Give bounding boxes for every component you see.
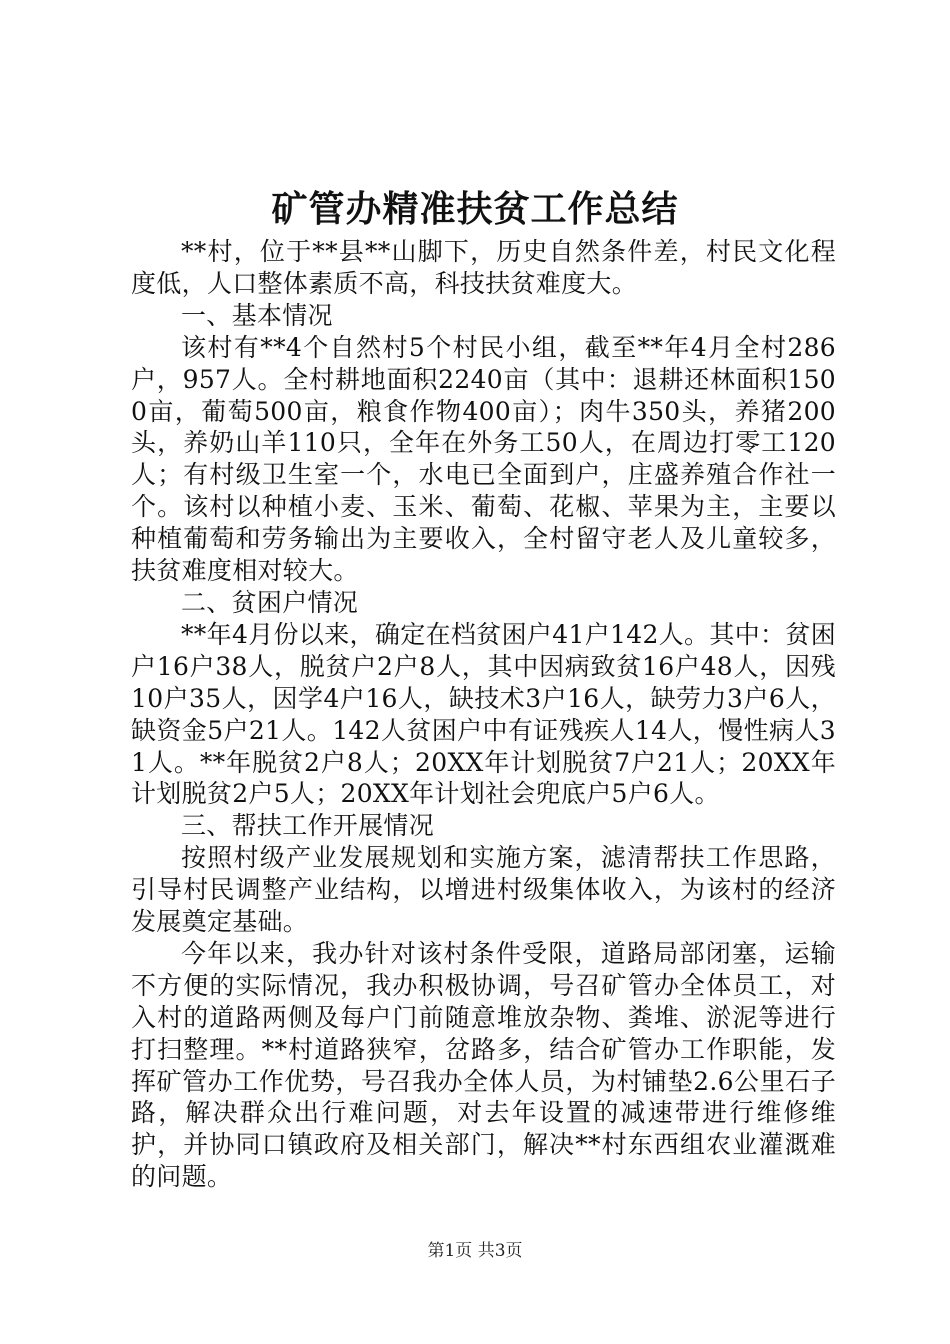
assistance-plan-paragraph: 按照村级产业发展规划和实施方案，滤清帮扶工作思路，引导村民调整产业结构，以增进村级集体收入，为该村的经济发展奠定基础。 (131, 843, 836, 937)
document-body (131, 236, 836, 1193)
intro-paragraph: **村，位于**县**山脚下，历史自然条件差，村民文化程度低，人口整体素质不高，科技扶贫难度大。 (131, 237, 836, 298)
page-footer: 第1页 共3页 (427, 1241, 523, 1261)
assistance-actions-paragraph: 今年以来，我办针对该村条件受限，道路局部闭塞，运输不方便的实际情况，我办积极协调，号召矿管办全体员工，对入村的道路两侧及每户门前随意堆放杂物、粪堆、淤泥等进行打扫整理。**村道路狭窄，岔路多，结合矿管办工作职能，发挥矿管办工作优势，号召我办全体人员，为村铺垫2.6公里石子路，解决群众出行难问题，对去年设置的减速带进行维修维护，并协同口镇政府及相关部门，解决**村东西组农业灌溉难的问题。 (131, 938, 836, 1192)
section-heading-basic-situation: 一、基本情况 (181, 300, 333, 330)
section-heading-poor-households: 二、贫困户情况 (181, 587, 359, 617)
poor-households-paragraph: **年4月份以来，确定在档贫困户41户142人。其中：贫困户16户38人，脱贫户2户8人，其中因病致贫16户48人，因残10户35人，因学4户16人，缺技术3户16人，缺劳力3户6人，缺资金5户21人。142人贫困户中有证残疾人14人，慢性病人31人。**年脱贫2户8人；20XX年计划脱贫7户21人；20XX年计划脱贫2户5人；20XX年计划社会兜底户5户6人。 (131, 619, 836, 809)
section-heading-assistance-work: 三、帮扶工作开展情况 (181, 811, 435, 841)
document-title: 矿管办精准扶贫工作总结 (271, 188, 679, 230)
basic-situation-paragraph: 该村有**4个自然村5个村民小组，截至**年4月全村286户，957人。全村耕地面积2240亩（其中：退耕还林面积1500亩，葡萄500亩，粮食作物400亩）；肉牛350头，养猪200头，养奶山羊110只，全年在外务工50人，在周边打零工120人；有村级卫生室一个，水电已全面到户，庄盛养殖合作社一个。该村以种植小麦、玉米、葡萄、花椒、苹果为主，主要以种植葡萄和劳务输出为主要收入，全村留守老人及儿童较多，扶贫难度相对较大。 (131, 332, 836, 586)
